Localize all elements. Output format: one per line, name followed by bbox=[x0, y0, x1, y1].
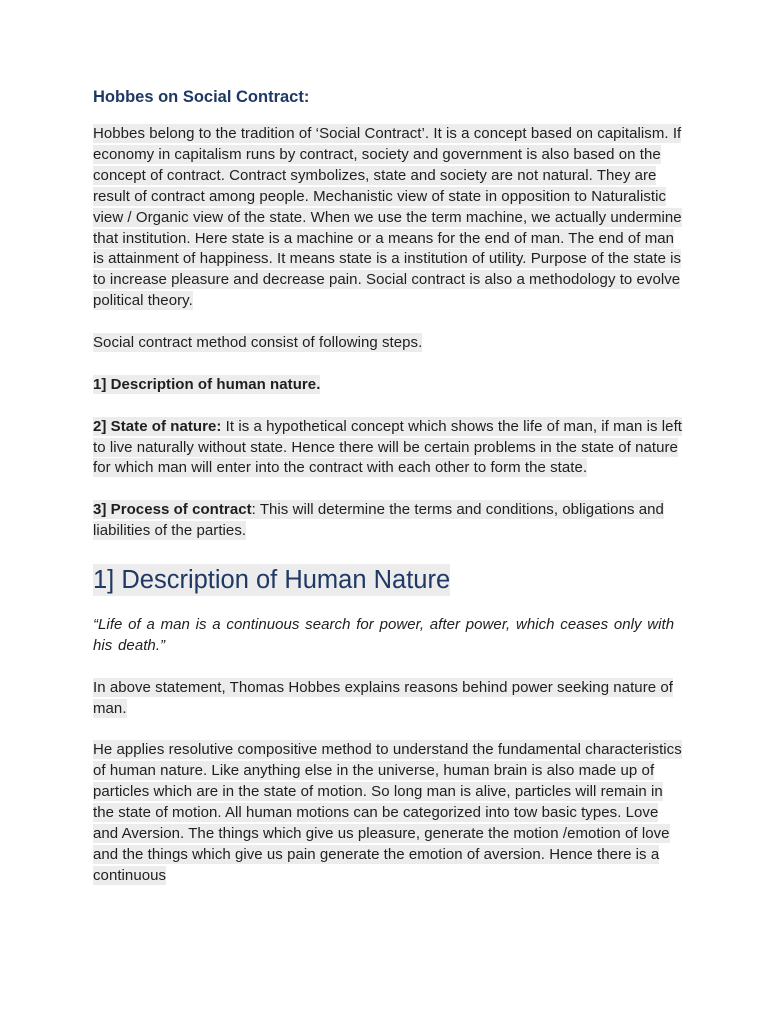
intro-paragraph bbox=[93, 124, 683, 312]
document-title: Hobbes on Social Contract: bbox=[93, 88, 310, 106]
power-paragraph-text: In above statement, Thomas Hobbes explains reasons behind power seeking nature of man. bbox=[93, 678, 673, 717]
step-2-text: It is a hypothetical concept which shows the life of man, if man is left to live naturally without state. Hence there will be certain problems in the state of nature for which man will enter into the contract with each other to form the state. bbox=[93, 417, 683, 477]
section-heading-text: 1] Description of Human Nature bbox=[93, 566, 451, 595]
document-page bbox=[93, 86, 683, 887]
step-1 bbox=[93, 375, 683, 396]
steps-intro-text: Social contract method consist of following steps. bbox=[93, 334, 423, 352]
step-3-text: : This will determine the terms and conditions, obligations and liabilities of the parties. bbox=[93, 501, 664, 540]
method-paragraph bbox=[93, 740, 683, 886]
method-paragraph-text: He applies resolutive compositive method to understand the fundamental characteristics of human nature. Like anything else in the universe, human brain is also made up of particles which are in the state of motion. So long man is alive, particles will remain in the state of motion. All human motions can be categorized into tow basic types. Love and Aversion. The things which give us pleasure, generate the motion /emotion of love and the things which give us pain generate the emotion of aversion. Hence there is a continuous bbox=[93, 741, 682, 884]
power-paragraph bbox=[93, 678, 683, 720]
step-3-label: 3] Process of contract bbox=[93, 501, 252, 519]
steps-intro bbox=[93, 333, 683, 354]
hobbes-quote: “Life of a man is a continuous search for power, after power, which ceases only with his death.” bbox=[93, 616, 675, 654]
intro-paragraph-text: Hobbes belong to the tradition of ‘Social Contract’. It is a concept based on capitalism. If economy in capitalism runs by contract, society and government is also based on the concept of contract. Contract symbolizes, state and society are not natural. They are result of contract among people. Mechanistic view of state in opposition to Naturalistic view / Organic view of the state. When we use the term machine, we actually undermine that institution. Here state is a machine or a means for the end of man. The end of man is attainment of happiness. It means state is a institution of utility. Purpose of the state is to increase pleasure and decrease pain. Social contract is also a methodology to evolve political theory. bbox=[93, 125, 682, 310]
section-heading bbox=[93, 562, 683, 598]
step-2-label: 2] State of nature: bbox=[93, 417, 222, 435]
step-1-label: 1] Description of human nature. bbox=[93, 375, 321, 393]
step-3 bbox=[93, 500, 683, 542]
step-2 bbox=[93, 417, 683, 480]
